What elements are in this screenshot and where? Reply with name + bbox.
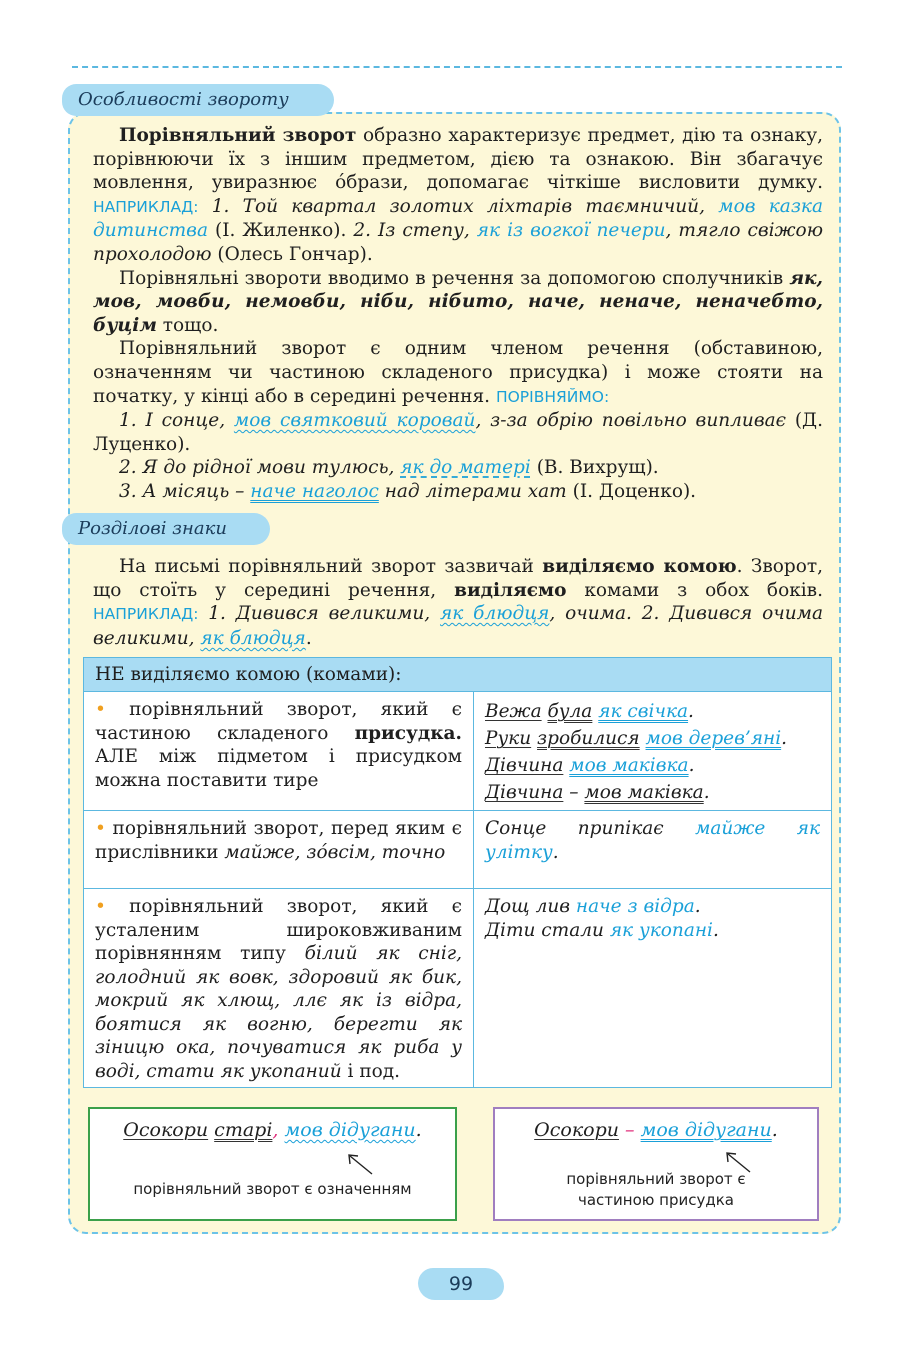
- section-tag-punctuation: Розділові знаки: [62, 513, 270, 545]
- section-features-text: [93, 124, 823, 504]
- comparative-turn: мов казка дитинства: [93, 195, 823, 242]
- table-example: Діти стали як укопані.: [485, 919, 719, 941]
- table-example: Дівчина – мов маківка.: [485, 782, 710, 803]
- paragraph-punctuation: На письмі порівняльний зворот зазвичай виділяємо комою. Зворот, що стоїть у середині речення, виділяємо комами з обох боків. НАПРИКЛАД: 1. Дивився великими, як блюдця, очима. 2. Дивився очима великими, як блюдця.: [93, 556, 823, 649]
- box-caption: порівняльний зворот є частиною присудка: [566, 1170, 746, 1209]
- box-sentence: Осокори – мов дідугани.: [534, 1119, 778, 1141]
- example-label: НАПРИКЛАД:: [93, 605, 199, 624]
- example-box-attribute: [88, 1107, 457, 1221]
- bullet-icon: •: [95, 896, 106, 917]
- section-punctuation-text: [93, 555, 823, 650]
- page-number: 99: [418, 1268, 504, 1300]
- comparative-turn: як із вогкої печери: [476, 220, 666, 242]
- example-sentence-3: 3. А місяць – наче наголос над літерами хат (І. Доценко).: [119, 480, 697, 502]
- paragraph-position: Порівняльний зворот є одним членом речення (обставиною, означенням чи частиною складеного присудка) і може стояти на початку, у кінці або в середині речення. ПОРІВНЯЙМО:: [93, 338, 823, 407]
- no-comma-table: [83, 657, 832, 1088]
- arrow-icon: [345, 1151, 375, 1177]
- box-caption: порівняльний зворот є означенням: [133, 1180, 412, 1198]
- table-row: • порівняльний зворот, який є усталеним широковживаним порівнянням типу білий як сніг, голодний як вовк, здоровий як бик, мокрий як хлющ, ллє як із відра, боятися як вогню, берегти як зіницю ока, почуватися як риба у воді, стати як укопаний і под. Дощ лив наче з відра. Діти стали як укопані.: [84, 889, 832, 1088]
- example-sentence-1: 1. І сонце, мов святковий коровай, з-за обрію повільно випливає (Д. Луценко).: [93, 410, 823, 455]
- paragraph-definition: Порівняльний зворот образно характеризує предмет, дію та ознаку, порівнюючи їх з іншим предметом, дією та ознакою. Він збагачує мовлення, увиразнює óбрази, допомагає чіткіше висловити думку. НАПРИКЛАД: 1. Той квартал золотих ліхтарів таємничий, мов казка дитинства (І. Жиленко). 2. Із степу, як із вогкої печери, тягло свіжою прохолодою (Олесь Гончар).: [93, 125, 823, 265]
- table-example: Дощ лив наче з відра.: [485, 896, 701, 917]
- example-sentence-2: 2. Я до рідної мови тулюсь, як до матері (В. Вихрущ).: [119, 457, 659, 479]
- example-box-predicate: [493, 1107, 819, 1221]
- box-sentence: Осокори старі, мов дідугани.: [123, 1119, 422, 1141]
- bullet-icon: •: [95, 818, 106, 839]
- bullet-icon: •: [95, 699, 106, 720]
- paragraph-conjunctions: Порівняльні звороти вводимо в речення за допомогою сполучників як, мов, мовби, немовби, ніби, нібито, наче, неначе, неначебто, буцім тощо.: [93, 267, 823, 336]
- table-example: Дівчина мов маківка.: [485, 755, 695, 776]
- top-dashed-divider: [72, 66, 842, 68]
- compare-label: ПОРІВНЯЙМО:: [495, 387, 610, 406]
- section-tag-features: Особливості звороту: [62, 84, 334, 116]
- table-example: Руки зробилися мов дерев’яні.: [485, 728, 788, 749]
- example-label: НАПРИКЛАД:: [93, 197, 199, 216]
- table-header: НЕ виділяємо комою (комами):: [84, 658, 832, 692]
- table-example: Вежа була як свічка.: [485, 701, 694, 722]
- table-row: • порівняльний зворот, який є частиною складеного присудка. АЛЕ між підметом і присудком можна поставити тире Вежа була як свічка. Руки зробилися мов дерев’яні. Дівчина мов маківка. Дівчина – мов маківка.: [84, 692, 832, 811]
- table-row: • порівняльний зворот, перед яким є прислівники майже, зóвсім, точно Сонце припікає майже як улітку.: [84, 811, 832, 889]
